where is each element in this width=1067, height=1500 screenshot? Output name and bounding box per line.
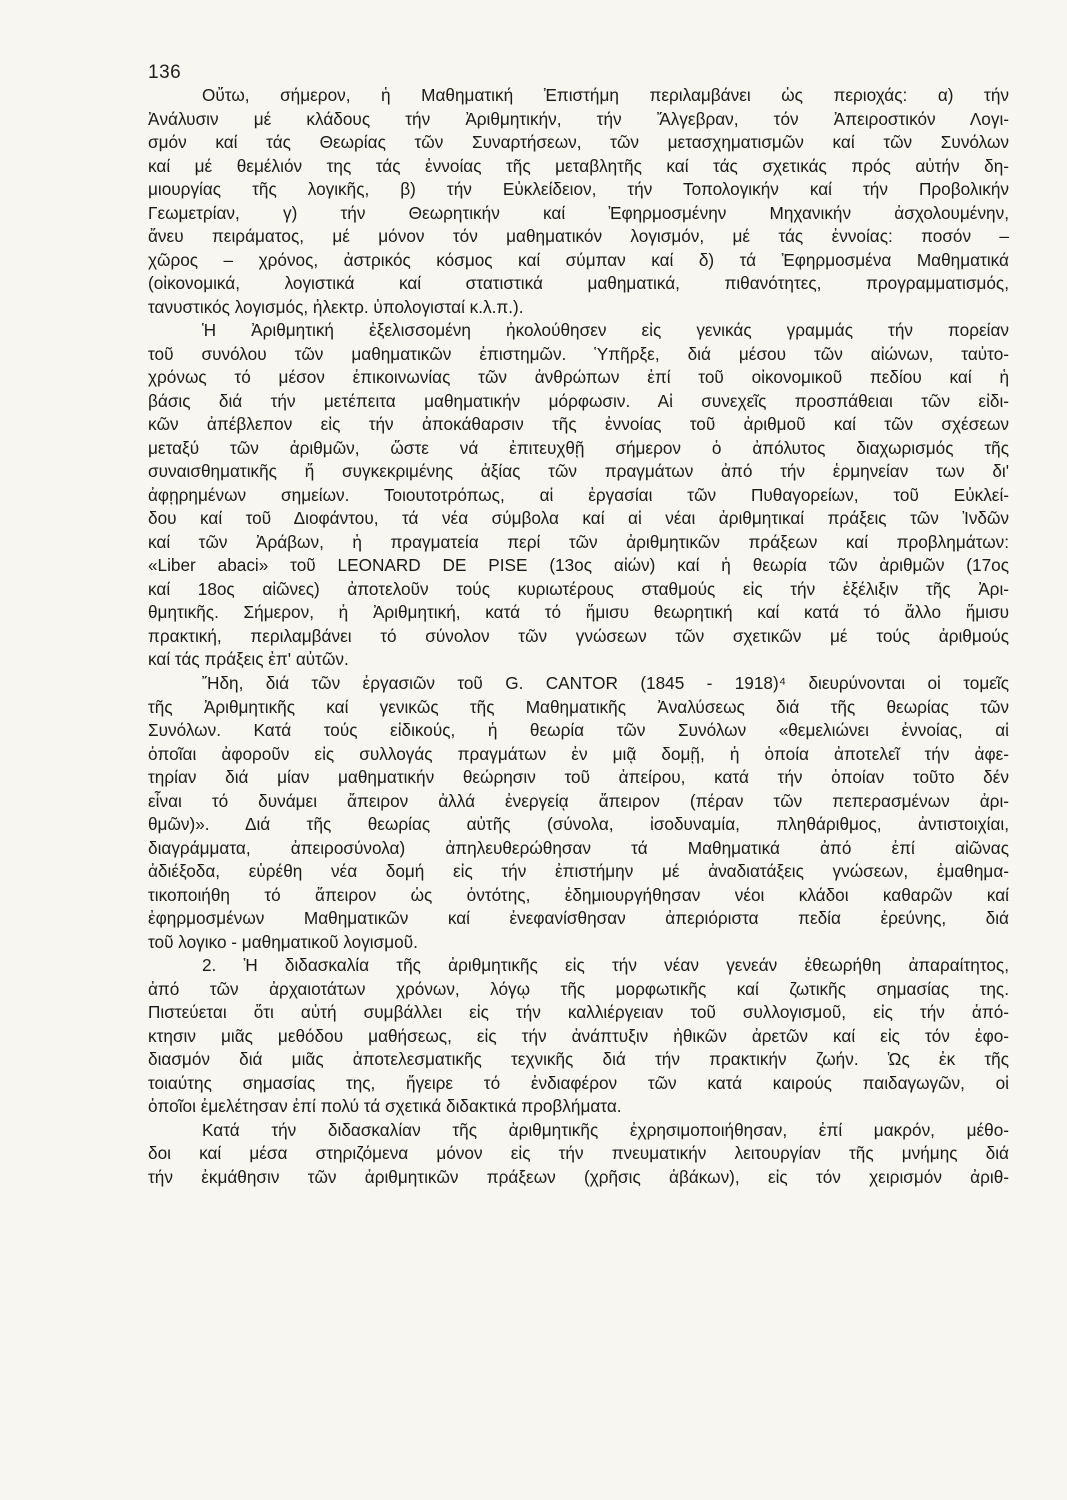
text-line: μεταξύ τῶν ἀριθμῶν, ὥστε νά ἐπιτευχθῇ σήμερον ὁ ἀπόλυτος διαχωρισμός τῆς — [148, 437, 1009, 458]
text-line: Συνόλων. Κατά τούς εἰδικούς, ἡ θεωρία τῶν Συνόλων «θεμελιώνει ἐννοίας, αἱ — [148, 720, 1009, 741]
text-line: τήν ἐκμάθησιν τῶν ἀριθμητικῶν πράξεων (χρῆσις ἀβάκων), εἰς τόν χειρισμόν ἀριθ- — [148, 1166, 1009, 1187]
text-line: Οὔτω, σήμερον, ἡ Μαθηματική Ἐπιστήμη περιλαμβάνει ὡς περιοχάς: α) τήν — [202, 85, 1009, 105]
text-line: κτησιν μιᾶς μεθόδου μαθήσεως, εἰς τήν ἀνάπτυξιν ἠθικῶν ἀρετῶν καί εἰς τόν ἐφο- — [148, 1025, 1009, 1046]
text-line: τοιαύτης σημασίας της, ἤγειρε τό ἐνδιαφέρον τῶν κατά καιρούς παιδαγωγῶν, οἱ — [148, 1072, 1009, 1093]
page-number: 136 — [148, 62, 182, 83]
text-line: τηρίαν διά μίαν μαθηματικήν θεώρησιν τοῦ ἀπείρου, κατά τήν ὁποίαν τοῦτο δέν — [148, 767, 1009, 788]
text-line: διασμόν διά μιᾶς ἀποτελεσματικῆς τεχνικῆς διά τήν πρακτικήν ζωήν. Ὡς ἐκ τῆς — [148, 1049, 1009, 1070]
text-line: ἐφηρμοσμένων Μαθηματικῶν καί ἐνεφανίσθησαν ἀπεριόριστα πεδία ἐρεύνης, διά — [148, 908, 1009, 929]
text-line: ὁποῖοι ἐμελέτησαν ἐπί πολύ τά σχετικά διδακτικά προβλήματα. — [148, 1096, 622, 1117]
text-line: Πιστεύεται ὅτι αὐτή συμβάλλει εἰς τήν καλλιέργειαν τοῦ συλλογισμοῦ, εἰς τήν ἀπό- — [148, 1002, 1009, 1023]
text-line: χρόνως τό μέσον ἐπικοινωνίας τῶν ἀνθρώπων ἐπί τοῦ οἰκονομικοῦ πεδίου καί ἡ — [148, 367, 1009, 388]
text-line: τικοποιήθη τό ἄπειρον ὡς ὀντότης, ἐδημιουργήθησαν νέοι κλάδοι καθαρῶν καί — [148, 884, 1009, 905]
text-line: Κατά τήν διδασκαλίαν τῆς ἀριθμητικῆς ἐχρησιμοποιήθησαν, ἐπί μακρόν, μέθο- — [202, 1119, 1009, 1140]
text-line: τῆς Ἀριθμητικῆς καί γενικῶς τῆς Μαθηματικῆς Ἀναλύσεως διά τῆς θεωρίας τῶν — [148, 696, 1009, 717]
text-line: δου καί τοῦ Διοφάντου, τά νέα σύμβολα καί αἱ νέαι ἀριθμητικαί πράξεις τῶν Ἰνδῶν — [148, 508, 1009, 529]
text-line: Γεωμετρίαν, γ) τήν Θεωρητικήν καί Ἐφηρμοσμένην Μηχανικήν ἀσχολουμένην, — [148, 202, 1009, 223]
text-line: ἀπό τῶν ἀρχαιοτάτων χρόνων, λόγῳ τῆς μορφωτικῆς καί ζωτικῆς σημασίας της. — [148, 978, 1009, 999]
text-line: τοῦ λογικο - μαθηματικοῦ λογισμοῦ. — [148, 931, 418, 952]
text-line: θμητικῆς. Σήμερον, ἡ Ἀριθμητική, κατά τό ἥμισυ θεωρητική καί κατά τό ἄλλο ἥμισυ — [148, 602, 1009, 623]
text-line: καί τάς πράξεις ἐπ' αὐτῶν. — [148, 649, 349, 670]
text-line: τοῦ συνόλου τῶν μαθηματικῶν ἐπιστημῶν. Ὑπῆρξε, διά μέσου τῶν αἰώνων, ταὐτο- — [148, 343, 1009, 364]
text-line: πρακτική, περιλαμβάνει τό σύνολον τῶν γνώσεων τῶν σχετικῶν μέ τούς ἀριθμούς — [148, 625, 1009, 646]
text-line: Ἡ Ἀριθμητική ἐξελισσομένη ἠκολούθησεν εἰς γενικάς γραμμάς τήν πορείαν — [202, 320, 1009, 341]
text-line: ἀδιέξοδα, εὑρέθη νέα δομή εἰς τήν ἐπιστήμην μέ ἀναδιατάξεις γνώσεων, ἐμαθημα- — [148, 861, 1009, 882]
text-line: δοι καί μέσα στηριζόμενα μόνον εἰς τήν πνευματικήν λειτουργίαν τῆς μνήμης διά — [148, 1143, 1009, 1164]
text-line: ἀφῃρημένων σημείων. Τοιουτοτρόπως, αἱ ἐργασίαι τῶν Πυθαγορείων, τοῦ Εὐκλεί- — [148, 484, 1009, 505]
text-line: (οἰκονομικά, λογιστικά καί στατιστικά μαθηματικά, πιθανότητες, προγραμματισμός, — [148, 273, 1009, 294]
text-line: Ἀνάλυσιν μέ κλάδους τήν Ἀριθμητικήν, τήν Ἄλγεβραν, τόν Ἀπειροστικόν Λογι- — [148, 108, 1009, 129]
text-line: τανυστικός λογισμός, ἠλεκτρ. ὑπολογισταί κ.λ.π.). — [148, 296, 524, 317]
text-line: Ἤδη, διά τῶν ἐργασιῶν τοῦ G. CANTOR (1845 - 1918)⁴ διευρύνονται οἱ τομεῖς — [202, 673, 1009, 693]
text-line: διαγράμματα, ἀπειροσύνολα) ἀπηλευθερώθησαν τά Μαθηματικά ἀπό ἐπί αἰῶνας — [148, 837, 1009, 858]
text-line: σμόν καί τάς Θεωρίας τῶν Συναρτήσεων, τῶν μετασχηματισμῶν καί τῶν Συνόλων — [148, 132, 1009, 153]
text-line: ὁποῖαι ἀφοροῦν εἰς συλλογάς πραγμάτων ἐν μιᾷ δομῇ, ἡ ὁποία ἀποτελεῖ τήν ἀφε- — [148, 743, 1009, 764]
text-line: βάσις διά τήν μετέπειτα μαθηματικήν μόρφωσιν. Αἱ συνεχεῖς προσπάθειαι τῶν εἰδι- — [148, 390, 1009, 411]
text-line: καί τῶν Ἀράβων, ἡ πραγματεία περί τῶν ἀριθμητικῶν πράξεων καί προβλημάτων: — [148, 531, 1009, 552]
text-line: ἄνευ πειράματος, μέ μόνον τόν μαθηματικόν λογισμόν, μέ τάς ἐννοίας: ποσόν – — [148, 226, 1009, 247]
text-line: εἶναι τό δυνάμει ἄπειρον ἀλλά ἐνεργείᾳ ἄπειρον (πέραν τῶν πεπερασμένων ἀρι- — [148, 790, 1009, 811]
text-line: μιουργίας τῆς λογικῆς, β) τήν Εὐκλείδειον, τήν Τοπολογικήν καί τήν Προβολικήν — [148, 179, 1009, 200]
text-line: κῶν ἀπέβλεπον εἰς τήν ἀποκάθαρσιν τῆς ἐννοίας τοῦ ἀριθμοῦ καί τῶν σχέσεων — [148, 414, 1009, 435]
text-line: θμῶν)». Διά τῆς θεωρίας αὐτῆς (σύνολα, ἰσοδυναμία, πληθάριθμος, ἀντιστοιχίαι, — [148, 814, 1009, 835]
text-line: συναισθηματικῆς ἤ συγκεκριμένης ἀξίας τῶν πραγμάτων ἀπό τήν ἑρμηνείαν των δι' — [148, 461, 1009, 482]
text-line: «Liber abaci» τοῦ LEONARD DE PISE (13ος αἰών) καί ἡ θεωρία τῶν ἀριθμῶν (17ος — [148, 555, 1009, 576]
text-line: καί μέ θεμέλιόν της τάς ἐννοίας τῆς μεταβλητῆς καί τάς σχετικάς πρός αὐτήν δη- — [148, 155, 1009, 176]
text-line: καί 18ος αἰῶνες) ἀποτελοῦν τούς κυριωτέρους σταθμούς εἰς τήν ἐξέλιξιν τῆς Ἀρι- — [148, 578, 1009, 599]
text-line: 2. Ἡ διδασκαλία τῆς ἀριθμητικῆς εἰς τήν νέαν γενεάν ἐθεωρήθη ἀπαραίτητος, — [202, 955, 1009, 976]
text-line: χῶρος – χρόνος, ἀστρικός κόσμος καί σύμπαν καί δ) τά Ἐφηρμοσμένα Μαθηματικά — [148, 249, 1009, 270]
